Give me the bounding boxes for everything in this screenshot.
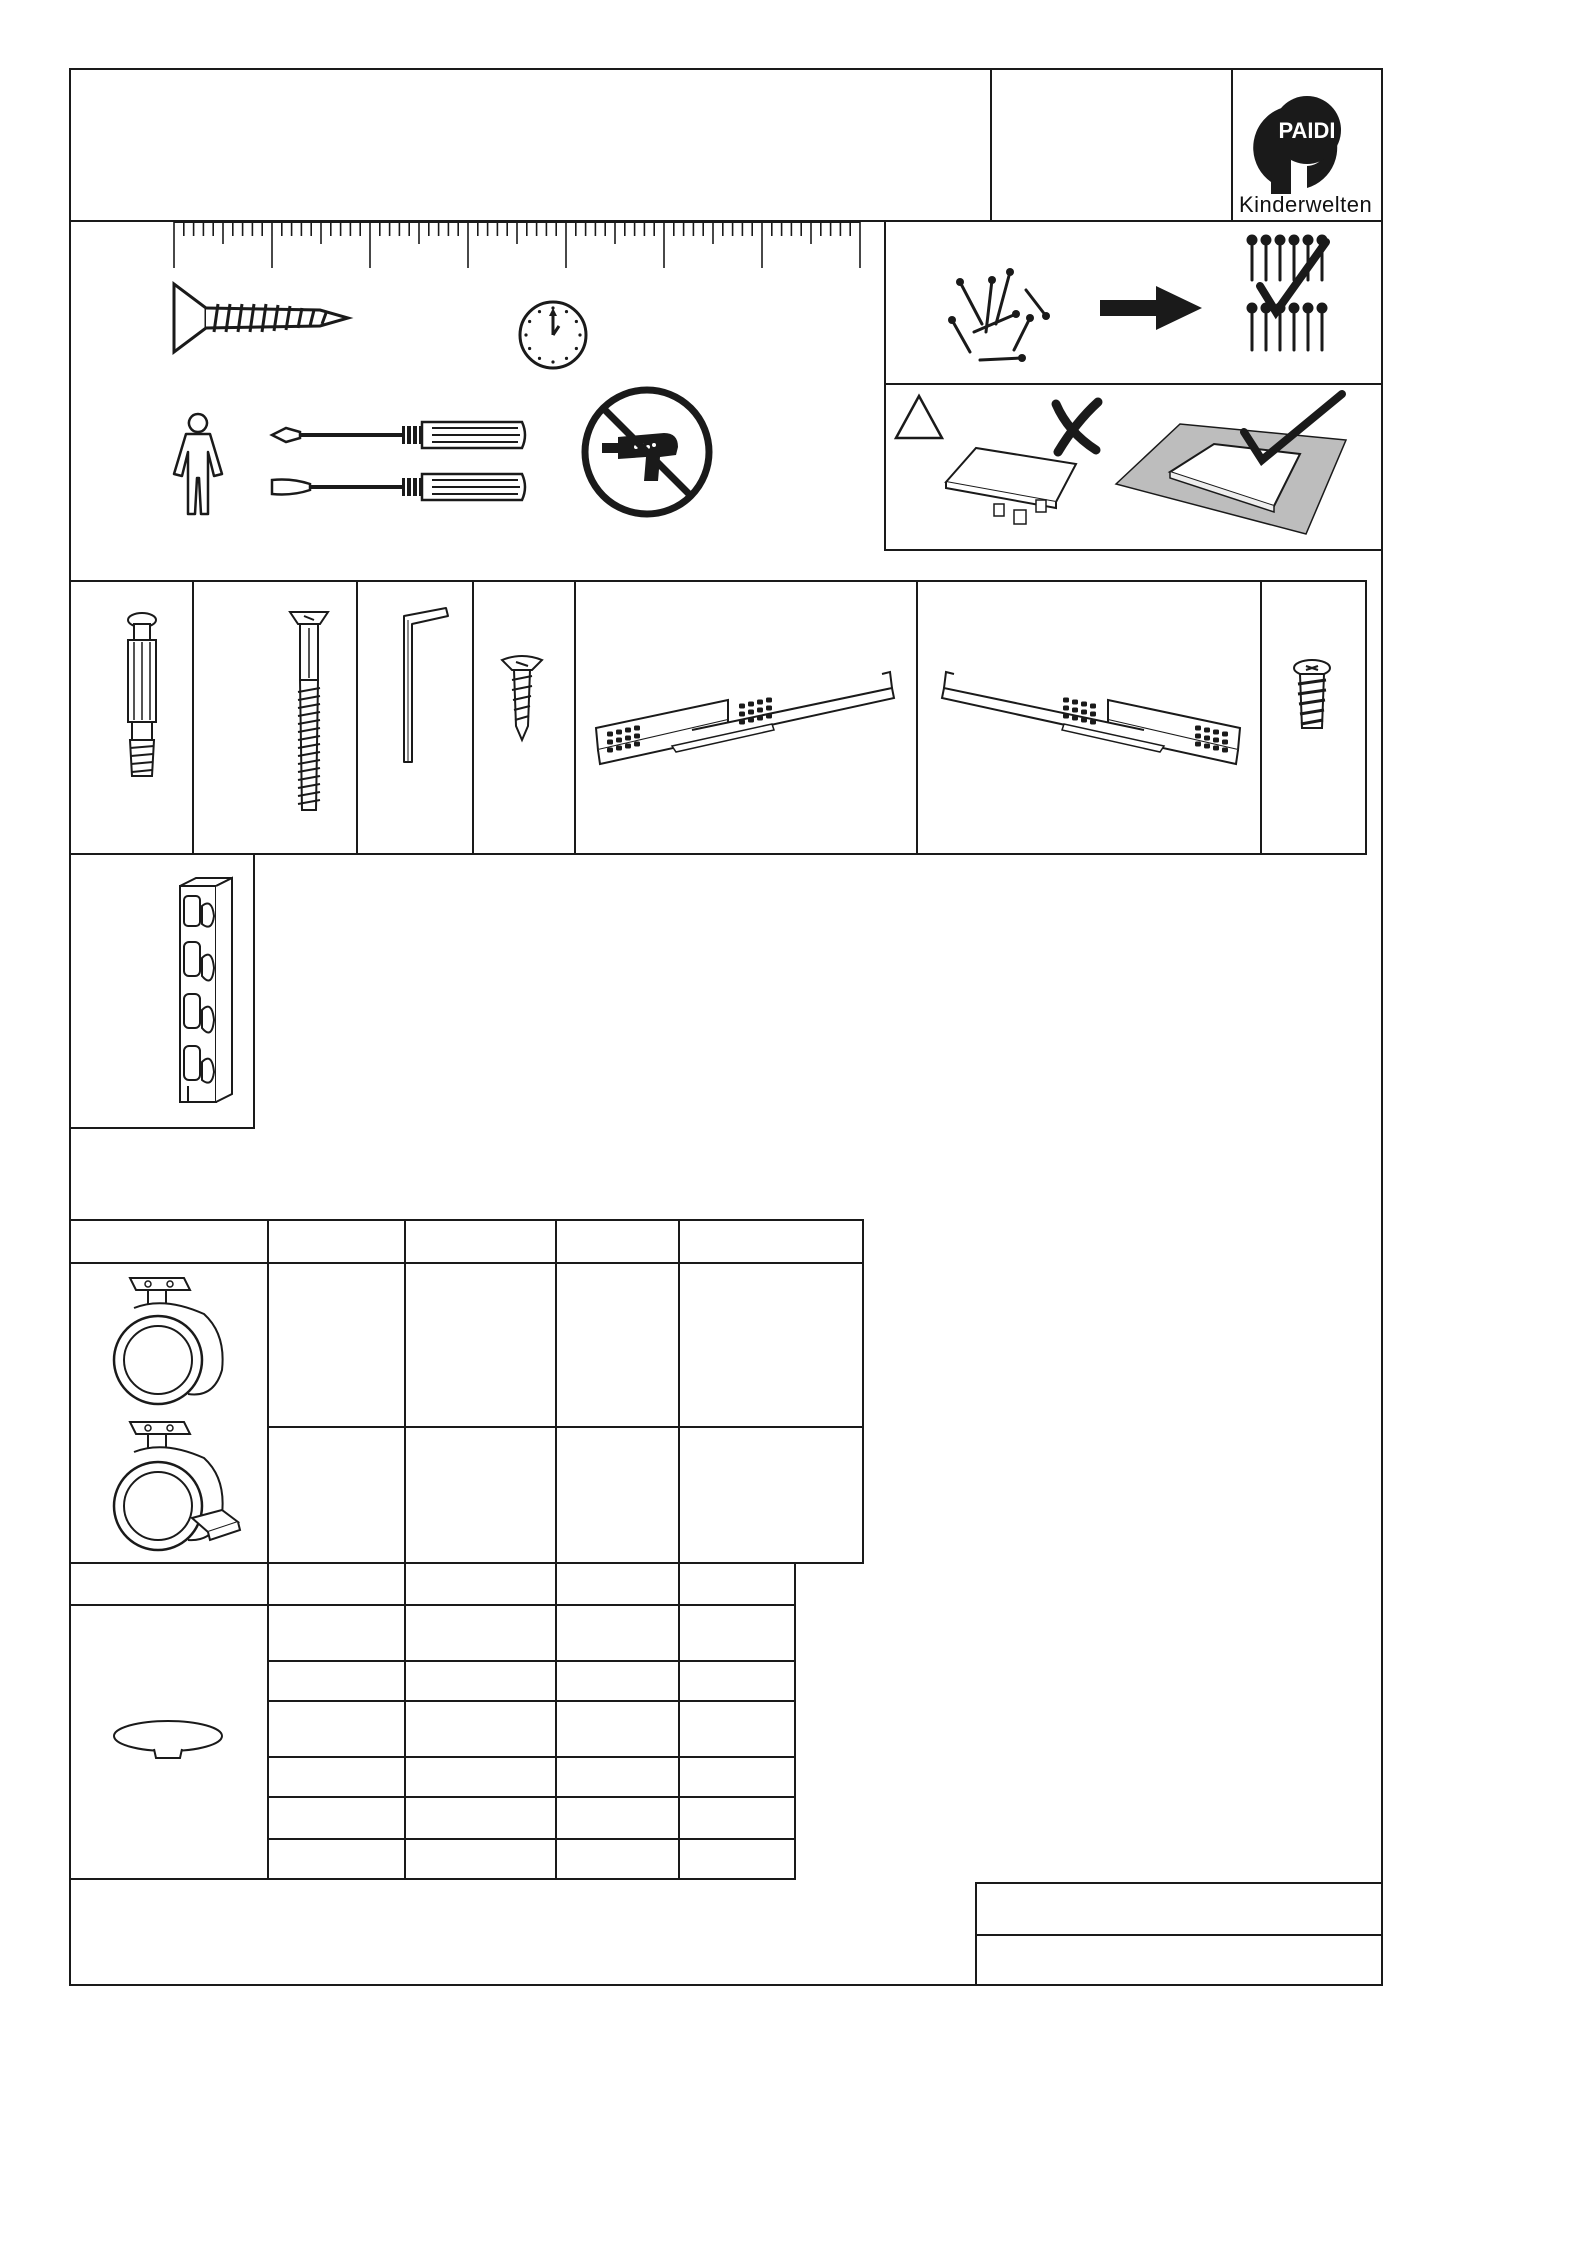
castor-col-4 xyxy=(678,1219,680,1564)
parts-bottom-line xyxy=(69,853,1367,855)
protected-surface-icon xyxy=(1110,388,1380,546)
footer-box-top xyxy=(975,1882,1383,1884)
wrong-surface-icon xyxy=(936,392,1136,542)
sort-screws-icon xyxy=(930,232,1350,372)
castor-wheel-icon xyxy=(104,1274,234,1408)
brand-logo xyxy=(1233,70,1381,220)
cap-row-line-4 xyxy=(267,1796,796,1798)
small-screw-icon xyxy=(500,654,544,744)
parts-right-edge xyxy=(1365,580,1367,855)
euro-screw-icon xyxy=(1290,658,1334,738)
connector-bolt-icon xyxy=(288,606,332,821)
castor-table-mid-line xyxy=(267,1426,864,1428)
drawer-runner-left-icon xyxy=(592,664,902,794)
bracket-bottom-line xyxy=(69,1127,255,1129)
parts-divider-5 xyxy=(916,580,918,855)
person-icon xyxy=(168,410,228,520)
parts-top-line xyxy=(69,580,1367,582)
cap-row-line-2 xyxy=(267,1700,796,1702)
castor-col-3 xyxy=(555,1219,557,1564)
cap-row-line-3 xyxy=(267,1756,796,1758)
phillips-screwdriver-icon xyxy=(270,418,530,452)
mounting-bracket-icon xyxy=(176,876,246,1110)
cap-col-3 xyxy=(555,1562,557,1880)
parts-divider-4 xyxy=(574,580,576,855)
footer-box-mid xyxy=(975,1934,1383,1936)
castor-table-bottom xyxy=(69,1562,864,1564)
cam-dowel-icon xyxy=(120,610,170,785)
bracket-right-line xyxy=(253,853,255,1129)
castor-wheel-brake-icon xyxy=(104,1418,244,1558)
cap-col-4 xyxy=(678,1562,680,1880)
footer-box-left xyxy=(975,1882,977,1986)
wood-screw-icon xyxy=(170,280,360,360)
castor-col-2 xyxy=(404,1219,406,1564)
ruler-icon xyxy=(170,220,870,270)
cover-cap-icon xyxy=(110,1716,226,1760)
cap-table-bottom xyxy=(69,1878,796,1880)
castor-table-top xyxy=(69,1219,864,1221)
no-power-drill-icon xyxy=(580,385,714,519)
parts-divider-6 xyxy=(1260,580,1262,855)
drawer-runner-right-icon xyxy=(934,664,1244,794)
castor-table-header-line xyxy=(69,1262,864,1264)
castor-col-1 xyxy=(267,1219,269,1564)
castor-col-5 xyxy=(862,1219,864,1564)
tools-right-divider xyxy=(884,383,1383,385)
brand-mark: PAIDI xyxy=(1278,118,1336,143)
hex-key-icon xyxy=(396,606,456,766)
cap-col-5 xyxy=(794,1562,796,1880)
tools-bottom-right xyxy=(884,549,1383,551)
cap-table-header-line xyxy=(69,1604,796,1606)
flat-screwdriver-icon xyxy=(270,470,530,504)
parts-divider-1 xyxy=(192,580,194,855)
cap-col-1 xyxy=(267,1562,269,1880)
cap-row-line-1 xyxy=(267,1660,796,1662)
parts-divider-2 xyxy=(356,580,358,855)
clock-icon xyxy=(518,300,588,370)
parts-divider-3 xyxy=(472,580,474,855)
header-col-divider-1 xyxy=(990,68,992,220)
tools-col-divider xyxy=(884,220,886,550)
cap-col-2 xyxy=(404,1562,406,1880)
cap-row-line-5 xyxy=(267,1838,796,1840)
brand-tagline: Kinderwelten xyxy=(1239,192,1373,217)
